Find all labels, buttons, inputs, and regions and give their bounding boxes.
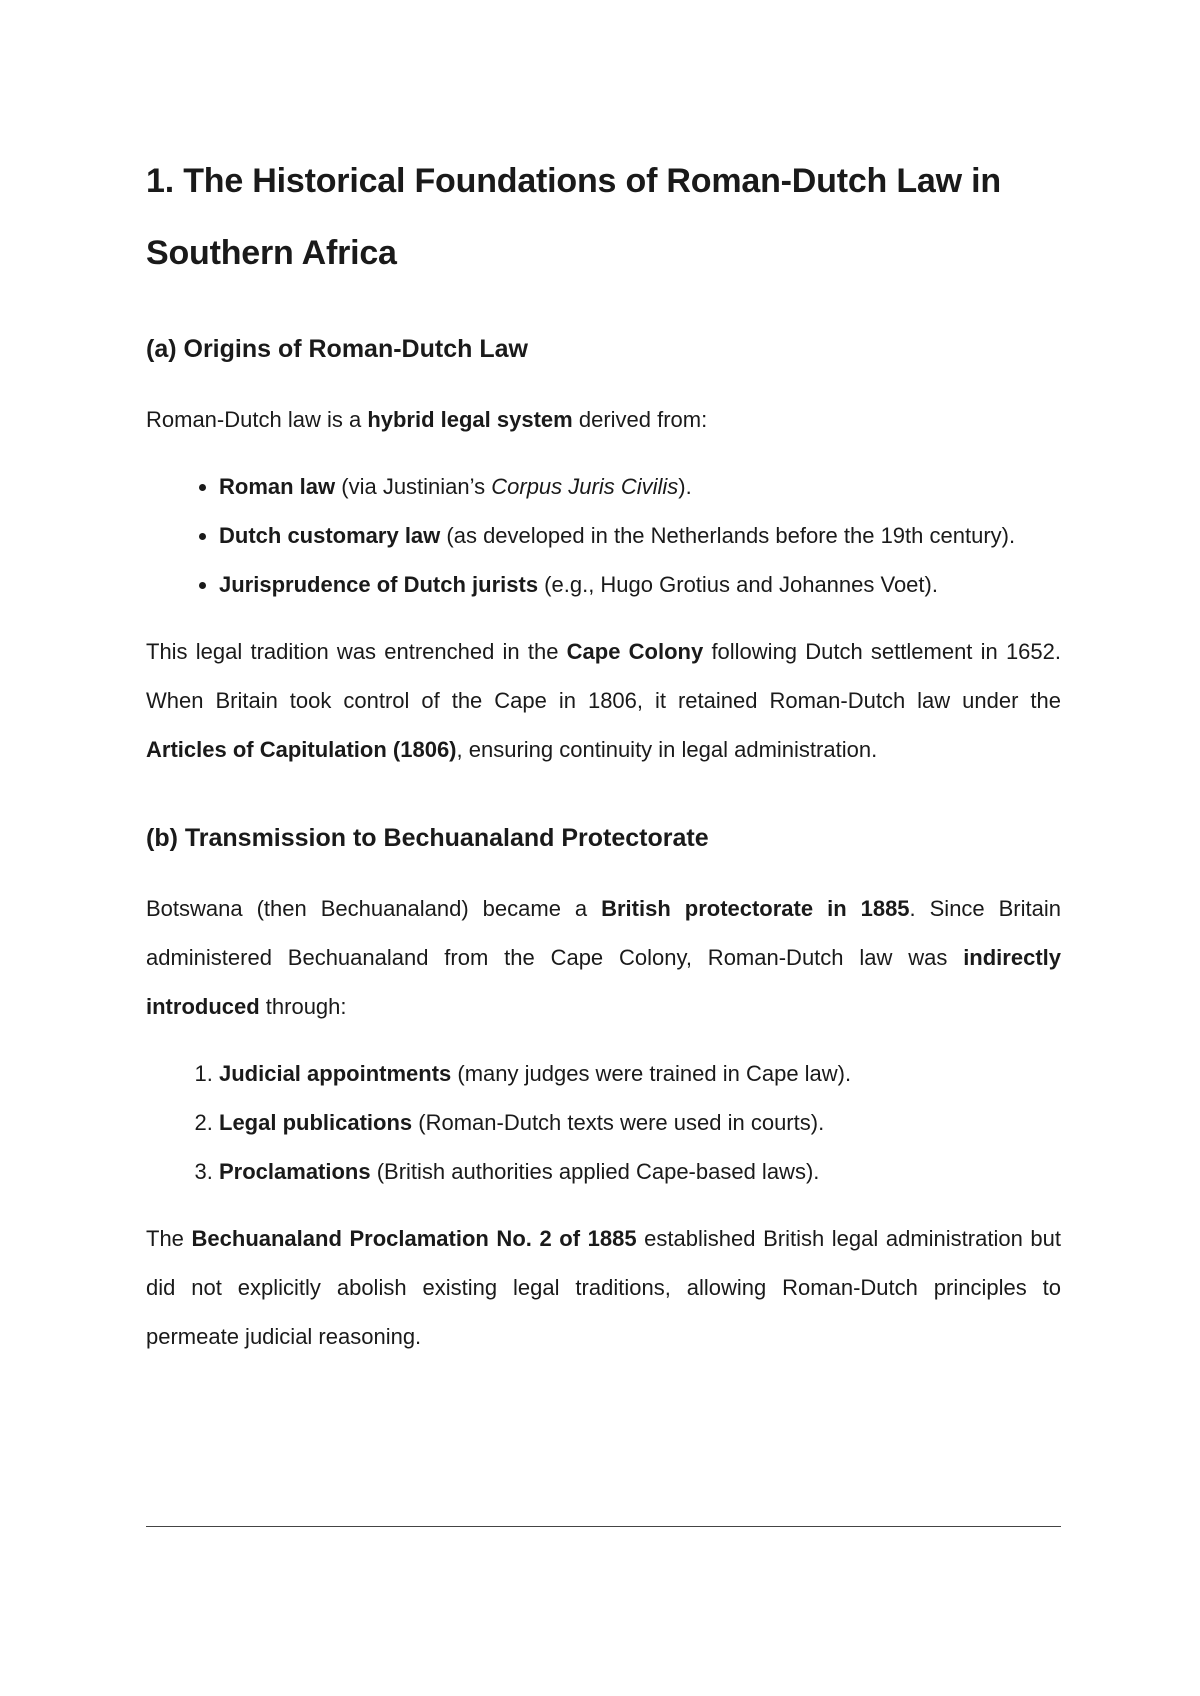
list-item bbox=[219, 511, 1061, 560]
page-title: 1. The Historical Foundations of Roman-Dutch Law in Southern Africa bbox=[146, 162, 1001, 272]
para-bold: indirectly introduced bbox=[146, 945, 1061, 1019]
sources-list bbox=[146, 462, 1061, 609]
section-a-paragraph bbox=[146, 627, 1061, 774]
para-text: , ensuring continuity in legal administration. bbox=[456, 737, 878, 762]
item-text: (British authorities applied Cape-based laws). bbox=[370, 1159, 820, 1184]
list-item bbox=[219, 462, 1061, 511]
list-item bbox=[219, 1098, 1061, 1147]
item-bold: Judicial appointments bbox=[219, 1061, 452, 1086]
horizontal-rule bbox=[146, 1526, 1061, 1527]
section-b-intro bbox=[146, 884, 1061, 1031]
item-bold: Dutch customary law bbox=[219, 523, 441, 548]
para-text: through: bbox=[259, 994, 347, 1019]
item-text: (Roman-Dutch texts were used in courts). bbox=[412, 1110, 825, 1135]
section-b-paragraph bbox=[146, 1214, 1061, 1361]
para-bold: British protectorate in 1885 bbox=[601, 896, 910, 921]
para-text: . Since Britain administered Bechuanaland from the Cape Colony, Roman-Dutch law was bbox=[146, 896, 1061, 970]
intro-text-end: derived from: bbox=[572, 407, 708, 432]
list-item bbox=[219, 1049, 1061, 1098]
para-bold: Bechuanaland Proclamation No. 2 of 1885 bbox=[191, 1226, 637, 1251]
para-text: established British legal administration but did not explicitly abolish existing legal traditions, allowing Roman-Dutch principles to permeate judicial reasoning. bbox=[146, 1226, 1061, 1349]
item-text-end: ). bbox=[678, 474, 692, 499]
list-item bbox=[219, 1147, 1061, 1196]
document-page bbox=[146, 145, 1061, 1361]
item-bold: Roman law bbox=[219, 474, 336, 499]
item-bold: Legal publications bbox=[219, 1110, 413, 1135]
para-bold: Articles of Capitulation (1806) bbox=[146, 737, 457, 762]
section-a-heading: (a) Origins of Roman-Dutch Law bbox=[146, 335, 528, 363]
para-text: The bbox=[146, 1226, 192, 1251]
item-bold: Jurisprudence of Dutch jurists bbox=[219, 572, 539, 597]
channels-list bbox=[146, 1049, 1061, 1196]
list-item bbox=[219, 560, 1061, 609]
intro-bold: hybrid legal system bbox=[367, 407, 573, 432]
item-text: (as developed in the Netherlands before the 19th century). bbox=[440, 523, 1016, 548]
para-text: following Dutch settlement in 1652. When Britain took control of the Cape in 1806, it retained Roman-Dutch law under the bbox=[146, 639, 1062, 713]
para-bold: Cape Colony bbox=[566, 639, 704, 664]
para-text: This legal tradition was entrenched in the bbox=[146, 639, 567, 664]
para-text: Botswana (then Bechuanaland) became a bbox=[146, 896, 602, 921]
item-bold: Proclamations bbox=[219, 1159, 371, 1184]
item-italic: Corpus Juris Civilis bbox=[491, 474, 679, 499]
section-a-intro bbox=[146, 395, 1061, 444]
item-text: (e.g., Hugo Grotius and Johannes Voet). bbox=[538, 572, 938, 597]
item-text: (many judges were trained in Cape law). bbox=[451, 1061, 852, 1086]
section-b-heading: (b) Transmission to Bechuanaland Protectorate bbox=[146, 824, 709, 852]
intro-text: Roman-Dutch law is a bbox=[146, 407, 368, 432]
item-text: (via Justinian’s bbox=[335, 474, 492, 499]
